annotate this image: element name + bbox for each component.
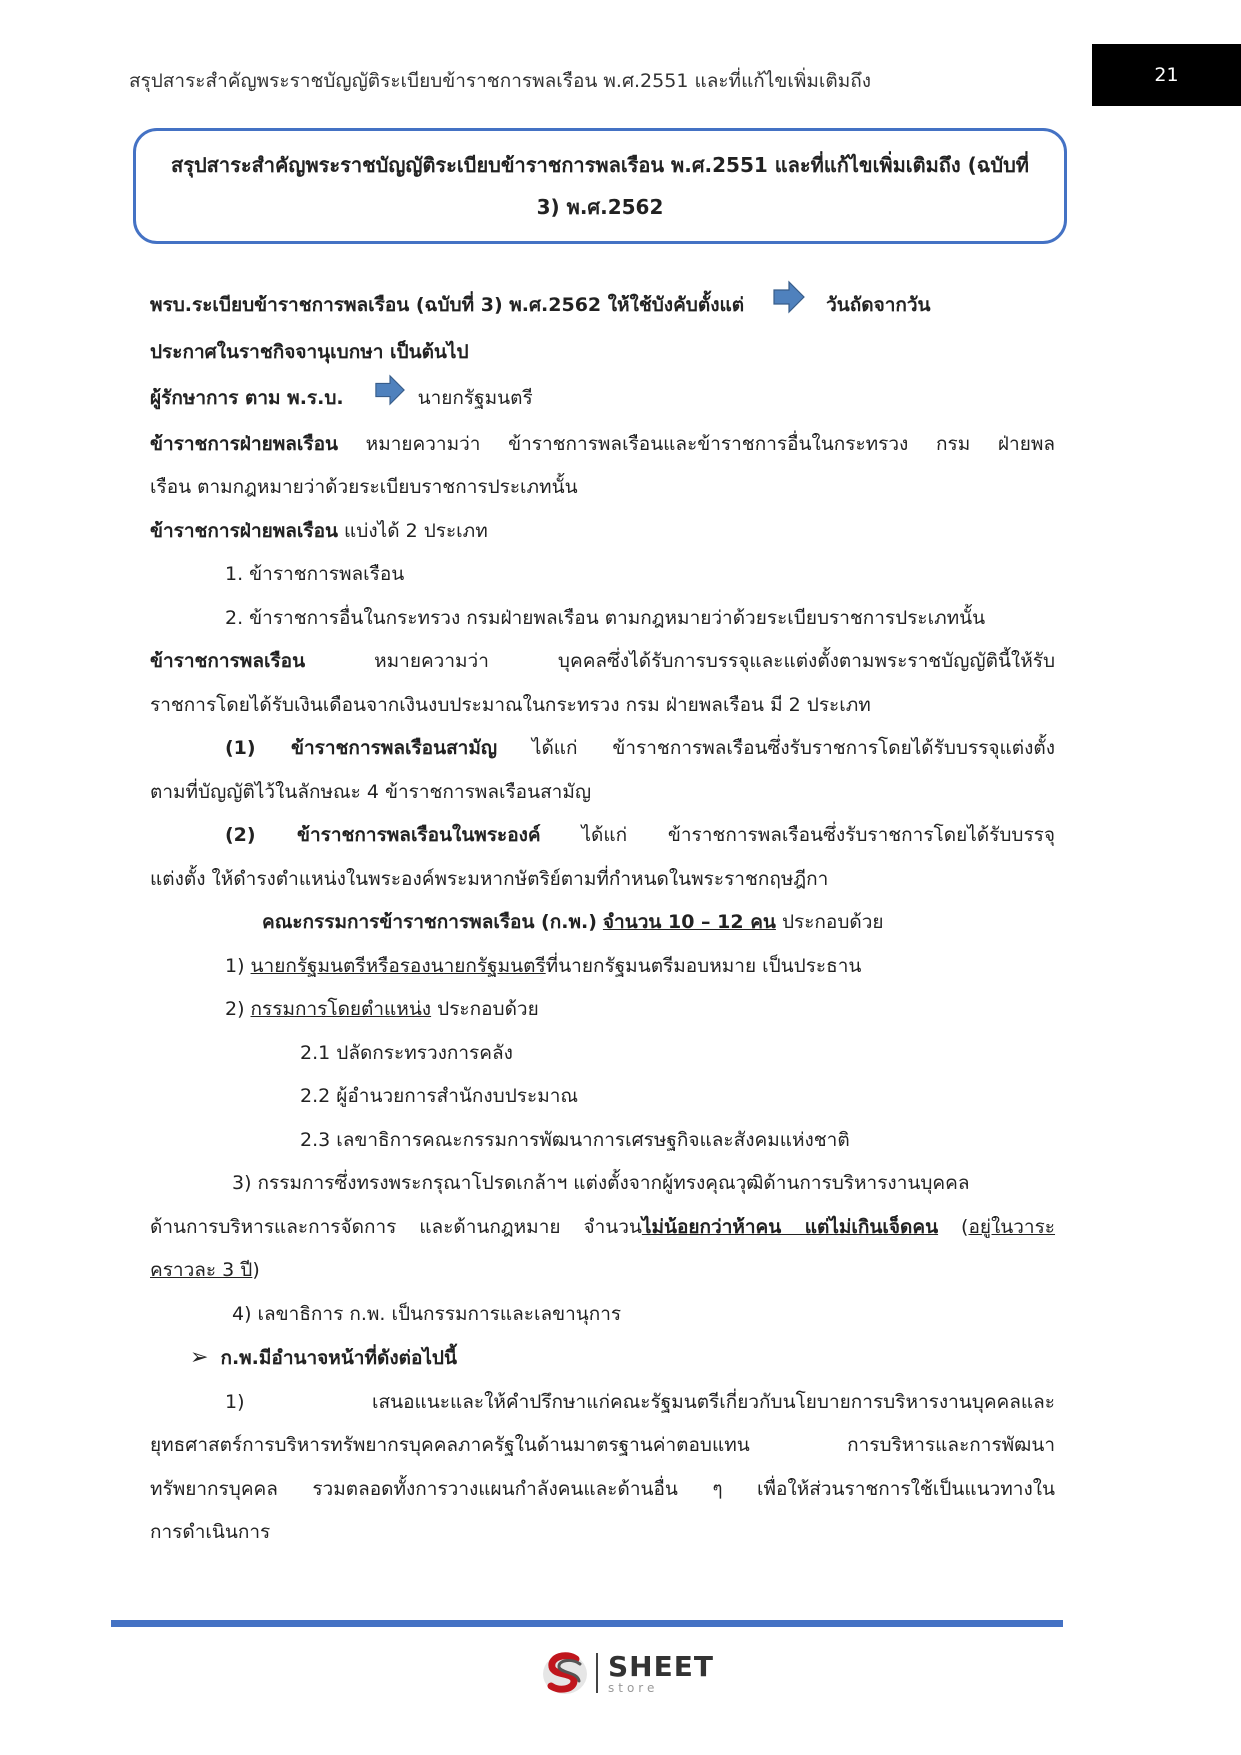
commission-heading [150, 901, 1055, 945]
logo-name: SHEET [608, 1649, 714, 1683]
effective-date-text: พรบ.ระเบียบข้าราชการพลเรือน (ฉบับที่ 3) พ.ศ.2562 ให้ใช้บังคับตั้งแต่ [150, 293, 745, 316]
qualified-count: ไม่น้อยกว่าห้าคน แต่ไม่เกินเจ็ดคน [641, 1215, 939, 1238]
royal-civil-servant [150, 814, 1055, 858]
civil-side-types [150, 510, 1055, 554]
civil-servant-definition-2: ราชการโดยได้รับเงินเดือนจากเงินงบประมาณในกระทรวง กรม ฝ่ายพลเรือน มี 2 ประเภท [150, 693, 871, 716]
arrowhead-bullet-icon: ➢ [190, 1345, 209, 1370]
civil-side-term: ข้าราชการฝ่ายพลเรือน [150, 432, 339, 455]
item-prefix: 1) [225, 954, 251, 977]
sheet-store-logo [540, 1648, 714, 1698]
ordinary-civil-servant-2: ตามที่บัญญัติไว้ในลักษณะ 4 ข้าราชการพลเรือนสามัญ [150, 780, 592, 803]
royal-text: ได้แก่ ข้าราชการพลเรือนซึ่งรับราชการโดยได้รับบรรจุ [540, 824, 1055, 846]
duties-heading [150, 1336, 1055, 1381]
duties-heading-text: ก.พ.มีอำนาจหน้าที่ดังต่อไปนี้ [220, 1347, 457, 1369]
right-arrow-icon [772, 280, 806, 331]
duty-item-1: 1) เสนอแนะและให้คำปรึกษาแก่คณะรัฐมนตรีเกี่ยวกับนโยบายการบริหารงานบุคคลและ [225, 1390, 1055, 1413]
term-length-a: อยู่ในวาระ [968, 1215, 1056, 1238]
title-line-2: 3) พ.ศ.2562 [536, 195, 664, 219]
civil-side-type-1: 1. ข้าราชการพลเรือน [225, 563, 405, 585]
logo-subtitle: store [608, 1680, 659, 1695]
logo-wordmark [608, 1649, 714, 1695]
logo-mark-icon [540, 1648, 592, 1698]
commission-sub-item: 2.2 ผู้อำนวยการสำนักงบประมาณ [300, 1085, 579, 1107]
ordinary-text: ได้แก่ ข้าราชการพลเรือนซึ่งรับราชการโดยได้รับบรรจุแต่งตั้ง [497, 737, 1055, 759]
running-header-title: สรุปสาระสำคัญพระราชบัญญัติระเบียบข้าราชการพลเรือน พ.ศ.2551 และที่แก้ไขเพิ่มเติมถึง [128, 70, 872, 92]
civil-side-types-term: ข้าราชการฝ่ายพลเรือน [150, 519, 339, 542]
effective-date-line-2: ประกาศในราชกิจจานุเบกษา เป็นต้นไป [150, 340, 469, 363]
effective-date-result: วันถัดจากวัน [826, 293, 931, 316]
document-body [150, 280, 1055, 1555]
ordinary-civil-servant [150, 727, 1055, 771]
commission-item-3-line-3: คราวละ 3 ปี) [150, 1259, 260, 1281]
civil-side-definition [150, 423, 1055, 467]
commission-composed: ประกอบด้วย [775, 911, 884, 933]
custodian-value: นายกรัฐมนตรี [417, 386, 533, 409]
civil-servant-definition [150, 640, 1055, 684]
commission-item-1 [150, 945, 1055, 989]
commission-item-4: 4) เลขาธิการ ก.พ. เป็นกรรมการและเลขานุการ [232, 1302, 622, 1325]
chairman: นายกรัฐมนตรีหรือรองนายกรัฐมนตรี [250, 954, 546, 977]
commission-count: จำนวน 10 – 12 คน [602, 911, 776, 933]
custodian-label: ผู้รักษาการ ตาม พ.ร.บ. [150, 386, 344, 409]
duty-item-1-line-3: ทรัพยากรบุคคล รวมตลอดทั้งการวางแผนกำลังคนและด้านอื่น ๆ เพื่อให้ส่วนราชการใช้เป็นแนวทางใน [150, 1477, 1055, 1500]
effective-date-line [150, 280, 1055, 331]
commission-title: คณะกรรมการข้าราชการพลเรือน (ก.พ.) [262, 911, 597, 933]
commission-sub-item: 2.1 ปลัดกระทรวงการคลัง [300, 1041, 513, 1064]
ordinary-term: (1) ข้าราชการพลเรือนสามัญ [225, 737, 498, 759]
civil-side-definition-text: หมายความว่า ข้าราชการพลเรือนและข้าราชการอื่นในกระทรวง กรม ฝ่ายพล [338, 432, 1055, 455]
title-line-1: สรุปสาระสำคัญพระราชบัญญัติระเบียบข้าราชการพลเรือน พ.ศ.2551 และที่แก้ไขเพิ่มเติมถึง (ฉบับที่ [171, 153, 1029, 177]
royal-term: (2) ข้าราชการพลเรือนในพระองค์ [225, 824, 541, 846]
ex-officio: กรรมการโดยตำแหน่ง [250, 998, 432, 1020]
civil-side-definition-2: เรือน ตามกฎหมายว่าด้วยระเบียบราชการประเภทนั้น [150, 476, 578, 498]
civil-side-types-text: แบ่งได้ 2 ประเภท [338, 519, 488, 542]
page-number: 21 [1092, 44, 1241, 106]
logo-divider [596, 1653, 598, 1693]
commission-sub-item: 2.3 เลขาธิการคณะกรรมการพัฒนาการเศรษฐกิจและสังคมแห่งชาติ [300, 1128, 850, 1151]
civil-servant-term: ข้าราชการพลเรือน [150, 650, 306, 672]
custodian-line [150, 374, 1055, 423]
right-arrow-icon [374, 374, 406, 423]
commission-item-3: 3) กรรมการซึ่งทรงพระกรุณาโปรดเกล้าฯ แต่งตั้งจากผู้ทรงคุณวุฒิด้านการบริหารงานบุคคล [232, 1172, 970, 1194]
item-3-text: ด้านการบริหารและการจัดการ และด้านกฎหมาย จำนวน [150, 1215, 642, 1238]
footer-rule [111, 1620, 1063, 1627]
item-prefix: 2) [225, 998, 251, 1020]
term-length-b: คราวละ 3 ปี [150, 1259, 253, 1281]
chairman-rest: ที่นายกรัฐมนตรีมอบหมาย เป็นประธาน [545, 954, 862, 977]
duty-item-1-line-4: การดำเนินการ [150, 1521, 271, 1543]
commission-item-3-line-2: ด้านการบริหารและการจัดการ และด้านกฎหมาย จำนวนไม่น้อยกว่าห้าคน แต่ไม่เกินเจ็ดคน (อยู่ในวาระ [150, 1215, 1056, 1238]
civil-servant-definition-text: หมายความว่า บุคคลซึ่งได้รับการบรรจุและแต่งตั้งตามพระราชบัญญัตินี้ให้รับ [305, 650, 1055, 672]
civil-side-type-2: 2. ข้าราชการอื่นในกระทรวง กรมฝ่ายพลเรือน ตามกฎหมายว่าด้วยระเบียบราชการประเภทนั้น [225, 606, 986, 629]
ex-officio-rest: ประกอบด้วย [431, 998, 539, 1020]
title-box [133, 128, 1067, 244]
commission-item-2 [150, 988, 1055, 1032]
duty-item-1-line-2: ยุทธศาสตร์การบริหารทรัพยากรบุคคลภาครัฐในด้านมาตรฐานค่าตอบแทน การบริหารและการพัฒนา [150, 1434, 1055, 1456]
royal-civil-servant-2: แต่งตั้ง ให้ดำรงตำแหน่งในพระองค์พระมหากษัตริย์ตามที่กำหนดในพระราชกฤษฎีกา [150, 867, 829, 890]
